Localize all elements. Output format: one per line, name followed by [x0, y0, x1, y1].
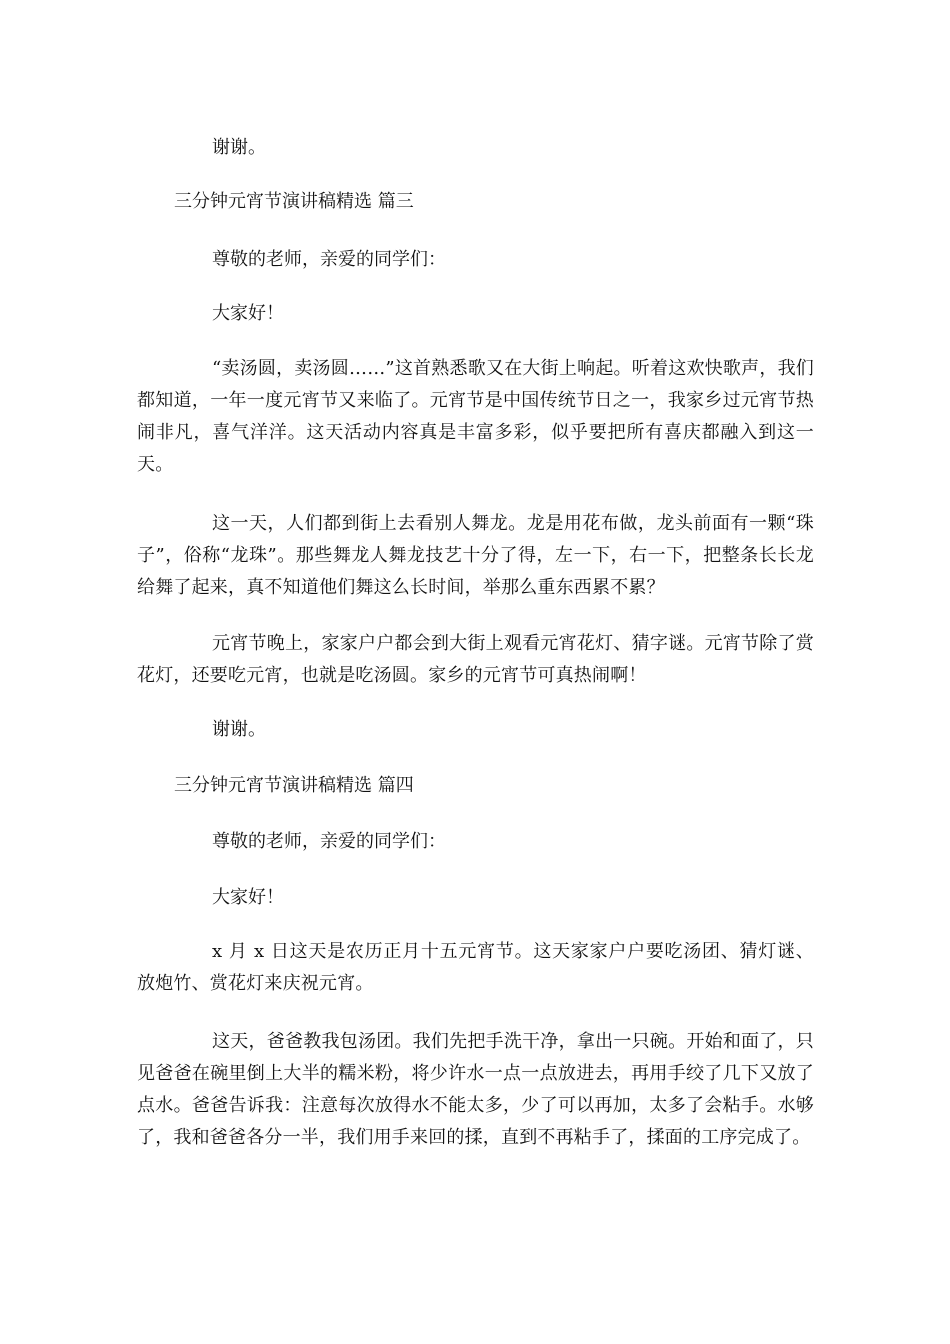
closing-thanks-2: 谢谢。	[212, 719, 266, 740]
greeting-3: 大家好！	[212, 303, 284, 324]
paragraph-3-3: 元宵节晚上，家家户户都会到大街上观看元宵花灯、猜字谜。元宵节除了赏花灯，还要吃元宵，也就是吃汤圆。家乡的元宵节可真热闹啊！	[137, 633, 814, 686]
paragraph-3-1: “卖汤圆，卖汤圆……”这首熟悉歌又在大街上响起。听着这欢快歌声，我们都知道，一年一度元宵节又来临了。元宵节是中国传统节日之一，我家乡过元宵节热闹非凡，喜气洋洋。这天活动内容真是丰富多彩，似乎要把所有喜庆都融入到这一天。	[137, 358, 814, 475]
section-heading-4: 三分钟元宵节演讲稿精选 篇四	[174, 775, 414, 796]
greeting-4: 大家好！	[212, 887, 284, 908]
paragraph-3-2: 这一天，人们都到街上去看别人舞龙。龙是用花布做，龙头前面有一颗“珠子”，俗称“龙珠”。那些舞龙人舞龙技艺十分了得，左一下，右一下，把整条长长龙给舞了起来，真不知道他们舞这么长时间，举那么重东西累不累？	[137, 513, 814, 598]
paragraph-4-2: 这天，爸爸教我包汤团。我们先把手洗干净，拿出一只碗。开始和面了，只见爸爸在碗里倒上大半的糯米粉，将少许水一点一点放进去，再用手绞了几下又放了点水。爸爸告诉我：注意每次放得水不能太多，少了可以再加，太多了会粘手。水够了，我和爸爸各分一半，我们用手来回的揉，直到不再粘手了，揉面的工序完成了。	[137, 1031, 814, 1148]
salutation-4: 尊敬的老师，亲爱的同学们：	[212, 831, 446, 852]
salutation-3: 尊敬的老师，亲爱的同学们：	[212, 249, 446, 270]
closing-thanks-1: 谢谢。	[212, 137, 266, 158]
paragraph-4-1: x 月 x 日这天是农历正月十五元宵节。这天家家户户要吃汤团、猜灯谜、放炮竹、赏花灯来庆祝元宵。	[137, 941, 814, 994]
section-heading-3: 三分钟元宵节演讲稿精选 篇三	[174, 191, 414, 212]
